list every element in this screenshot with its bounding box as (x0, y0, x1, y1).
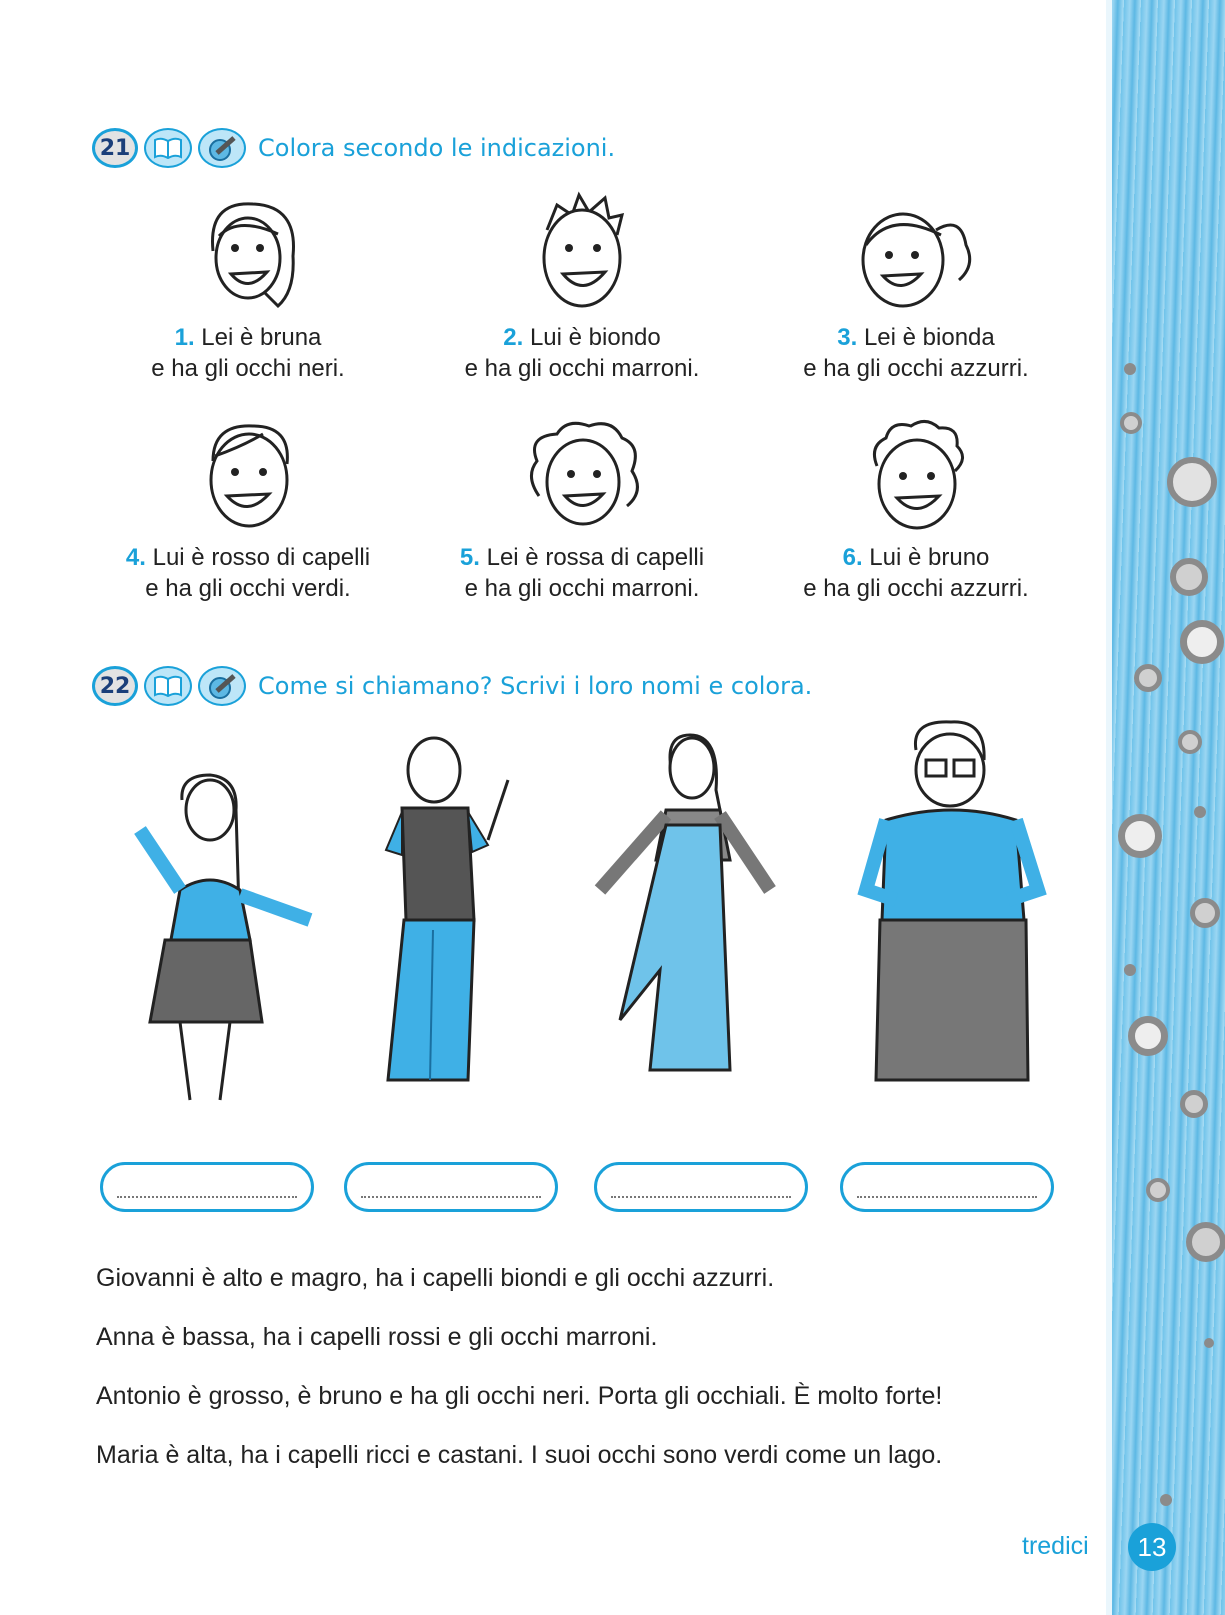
decorative-circle (1180, 620, 1224, 664)
character-figure-boy-glasses (856, 720, 1056, 1120)
exercise-number: 22 (92, 666, 138, 706)
caption-line1: Lei è bionda (863, 324, 995, 351)
exercise-instruction: Come si chiamano? Scrivi i loro nomi e colora. (258, 672, 813, 700)
exercise-22-header (92, 666, 812, 706)
character-figure-boy-tall (378, 730, 538, 1110)
decorative-circle (1190, 898, 1220, 928)
decorative-circle (1186, 1222, 1225, 1262)
face-item-4 (98, 416, 398, 604)
page-number-word: tredici (1022, 1532, 1089, 1560)
decorative-dot (1194, 806, 1206, 818)
face-item-1 (98, 196, 398, 384)
decorative-circle (1128, 1016, 1168, 1056)
curly-girl-face-drawing (517, 416, 647, 536)
decorative-circle (1178, 730, 1202, 754)
name-input-box-4[interactable] (840, 1162, 1054, 1212)
face-item-5 (432, 416, 732, 604)
stripe-edge (1106, 0, 1112, 1615)
pencil-globe-icon (198, 666, 246, 706)
caption-line2: e ha gli occhi azzurri. (803, 575, 1029, 602)
decorative-circle (1180, 1090, 1208, 1118)
book-icon (144, 666, 192, 706)
name-input-box-2[interactable] (344, 1162, 558, 1212)
character-figure-girl-skirt (120, 770, 340, 1110)
item-number: 2. (503, 324, 524, 351)
caption-line2: e ha gli occhi marroni. (464, 575, 700, 602)
decorative-circle (1120, 412, 1142, 434)
girl-ponytail-face-drawing (841, 200, 991, 316)
boy-face-drawing (183, 416, 313, 536)
caption-line1: Lui è biondo (529, 324, 661, 351)
girl-face-drawing (183, 196, 313, 316)
name-input-box-3[interactable] (594, 1162, 808, 1212)
exercise-21-header (92, 128, 615, 168)
decorative-circle (1170, 558, 1208, 596)
description-line: Antonio è grosso, è bruno e ha gli occhi neri. Porta gli occhiali. È molto forte! (96, 1382, 943, 1410)
caption-line2: e ha gli occhi neri. (151, 355, 345, 382)
caption-line1: Lui è bruno (869, 544, 990, 571)
name-input-box-1[interactable] (100, 1162, 314, 1212)
curly-boy-face-drawing (851, 416, 981, 536)
exercise-number: 21 (92, 128, 138, 168)
item-number: 3. (837, 324, 858, 351)
face-item-6 (766, 416, 1066, 604)
item-number: 5. (459, 544, 480, 571)
caption-line2: e ha gli occhi marroni. (464, 355, 700, 382)
description-line: Maria è alta, ha i capelli ricci e castani. I suoi occhi sono verdi come un lago. (96, 1441, 943, 1469)
caption-line1: Lui è rosso di capelli (152, 544, 371, 571)
item-number: 6. (842, 544, 863, 571)
caption-line1: Lei è rossa di capelli (486, 544, 705, 571)
face-item-3 (766, 200, 1066, 384)
decorative-dot (1160, 1494, 1172, 1506)
face-item-2 (432, 190, 732, 384)
decorative-stripe (1107, 0, 1225, 1615)
description-line: Anna è bassa, ha i capelli rossi e gli occhi marroni. (96, 1323, 658, 1351)
book-icon (144, 128, 192, 168)
page-number-badge: 13 (1128, 1523, 1176, 1571)
character-figure-girl-overalls (580, 730, 810, 1110)
caption-line1: Lei è bruna (201, 324, 322, 351)
pencil-globe-icon (198, 128, 246, 168)
decorative-circle (1134, 664, 1162, 692)
item-number: 4. (125, 544, 146, 571)
decorative-dot (1124, 964, 1136, 976)
decorative-circle (1146, 1178, 1170, 1202)
caption-line2: e ha gli occhi azzurri. (803, 355, 1029, 382)
caption-line2: e ha gli occhi verdi. (145, 575, 351, 602)
decorative-circle (1167, 457, 1217, 507)
exercise-instruction: Colora secondo le indicazioni. (258, 134, 616, 162)
decorative-circle (1118, 814, 1162, 858)
item-number: 1. (174, 324, 195, 351)
decorative-dot (1124, 363, 1136, 375)
description-line: Giovanni è alto e magro, ha i capelli biondi e gli occhi azzurri. (96, 1264, 775, 1292)
decorative-dot (1204, 1338, 1214, 1348)
boy-face-drawing (517, 190, 647, 316)
